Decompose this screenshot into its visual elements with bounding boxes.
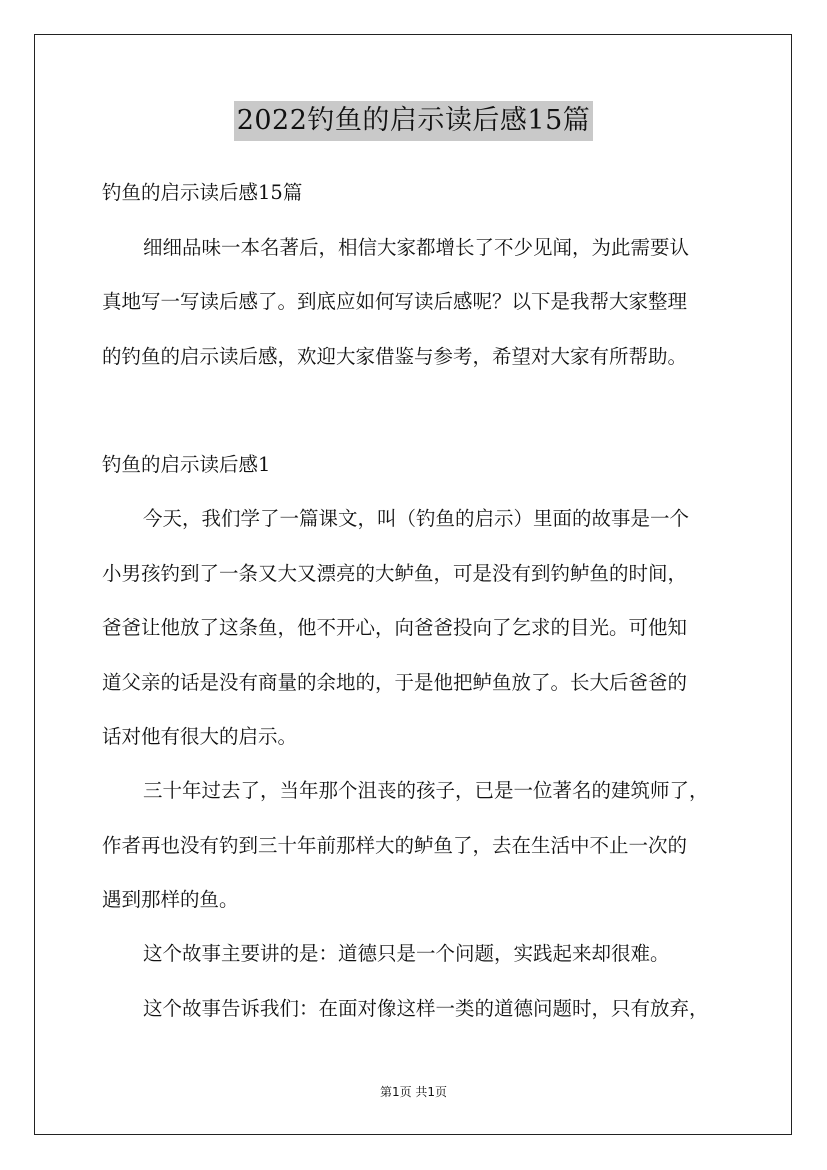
paragraph-line: 真地写一写读后感了。到底应如何写读后感呢？以下是我帮大家整理: [102, 290, 688, 313]
document-title: 2022钓鱼的启示读后感15篇: [234, 101, 594, 141]
paragraph-line: 这个故事主要讲的是：道德只是一个问题，实践起来却很难。: [143, 942, 670, 965]
section-heading: 钓鱼的启示读后感1: [102, 453, 271, 476]
paragraph-line: 三十年过去了，当年那个沮丧的孩子，已是一位著名的建筑师了，: [143, 779, 709, 802]
page-footer: 第1页 共1页: [379, 1085, 448, 1099]
paragraph-line: 的钓鱼的启示读后感，欢迎大家借鉴与参考，希望对大家有所帮助。: [102, 345, 688, 368]
paragraph-line: 小男孩钓到了一条又大又漂亮的大鲈鱼，可是没有到钓鲈鱼的时间，: [102, 562, 688, 585]
paragraph-line: 遇到那样的鱼。: [102, 888, 239, 911]
paragraph-line: 细细品味一本名著后，相信大家都增长了不少见闻，为此需要认: [143, 236, 690, 259]
subtitle-line: 钓鱼的启示读后感15篇: [102, 181, 303, 204]
title-container: [0, 101, 827, 141]
paragraph-line: 今天，我们学了一篇课文，叫（钓鱼的启示）里面的故事是一个: [143, 507, 690, 530]
paragraph-line: 这个故事告诉我们：在面对像这样一类的道德问题时，只有放弃，: [143, 997, 709, 1020]
paragraph-line: 话对他有很大的启示。: [102, 725, 298, 748]
paragraph-line: 道父亲的话是没有商量的余地的，于是他把鲈鱼放了。长大后爸爸的: [102, 671, 688, 694]
paragraph-line: 作者再也没有钓到三十年前那样大的鲈鱼了，去在生活中不止一次的: [102, 834, 688, 857]
paragraph-line: 爸爸让他放了这条鱼，他不开心，向爸爸投向了乞求的目光。可他知: [102, 616, 688, 639]
